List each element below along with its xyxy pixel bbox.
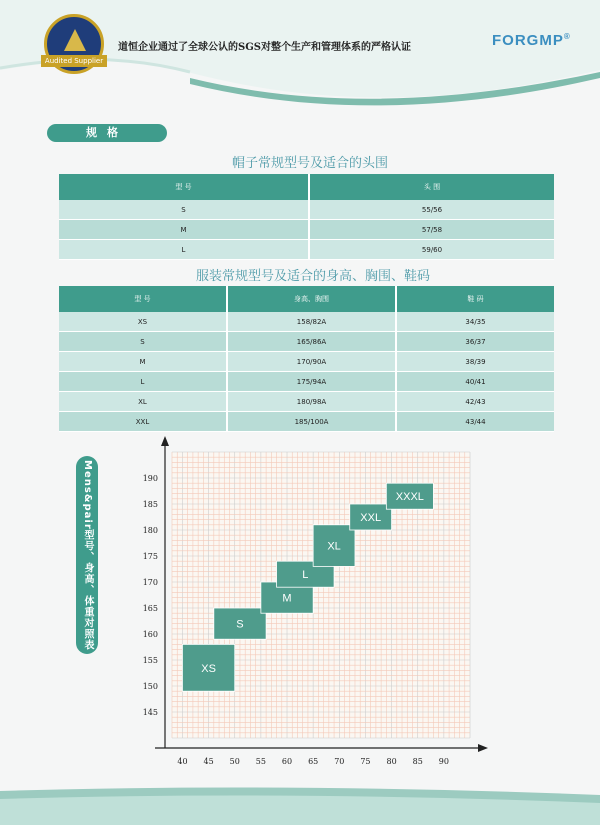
chart-side-label: Mens&pair型号、身高、体重对照表	[76, 456, 98, 654]
table-cell: 59/60	[309, 240, 554, 260]
registered-mark: ®	[563, 32, 571, 41]
table-cell: 40/41	[396, 372, 554, 392]
x-axis-arrow-icon	[478, 744, 488, 752]
table-cell: 158/82A	[227, 312, 396, 332]
x-tick-label: 70	[334, 757, 345, 766]
table-cell: 34/35	[396, 312, 554, 332]
table-cell: XL	[59, 392, 227, 412]
badge-ribbon: Audited Supplier	[41, 55, 107, 67]
y-tick-label: 180	[142, 526, 158, 535]
table-cell: 38/39	[396, 352, 554, 372]
size-box-label: XXL	[360, 512, 382, 524]
table-cell: 185/100A	[227, 412, 396, 432]
table-header-cell: 型 号	[59, 286, 227, 312]
y-tick-label: 165	[142, 604, 158, 613]
table-cell: 42/43	[396, 392, 554, 412]
x-tick-label: 60	[281, 757, 293, 766]
y-tick-label: 150	[142, 682, 158, 691]
table-cell: 180/98A	[227, 392, 396, 412]
size-box-label: XL	[327, 540, 341, 553]
x-tick-label: 80	[386, 757, 397, 766]
x-tick-label: 85	[412, 757, 423, 766]
x-tick-label: 90	[438, 757, 449, 766]
table-cell: XS	[59, 312, 227, 332]
x-tick-label: 55	[255, 757, 266, 766]
y-tick-label: 175	[142, 552, 158, 561]
brand-name: FORGMP	[492, 32, 564, 49]
table-cell: 55/56	[309, 200, 554, 220]
size-box-label: XXXL	[395, 491, 424, 504]
y-tick-label: 145	[142, 708, 158, 717]
table-cell: 165/86A	[227, 332, 396, 352]
y-tick-label: 170	[142, 578, 158, 587]
table-header-cell: 身高、胸围	[227, 286, 396, 312]
clothing-table-title: 服装常规型号及适合的身高、胸围、鞋码	[196, 269, 431, 284]
table-cell: L	[59, 372, 227, 392]
table-cell: 170/90A	[227, 352, 396, 372]
hat-table-title: 帽子常规型号及适合的头围	[232, 156, 389, 171]
table-cell: M	[59, 352, 227, 372]
table-header-cell: 型 号	[59, 174, 309, 200]
footer-wave	[0, 785, 600, 825]
table-cell: 57/58	[309, 220, 554, 240]
x-tick-label: 40	[177, 757, 188, 766]
table-cell: 175/94A	[227, 372, 396, 392]
x-tick-label: 75	[360, 757, 371, 766]
table-header-cell: 鞋 码	[396, 286, 554, 312]
table-cell: XXL	[59, 412, 227, 432]
y-tick-label: 155	[142, 656, 158, 665]
x-tick-label: 65	[308, 757, 319, 766]
table-cell: 36/37	[396, 332, 554, 352]
x-tick-label: 50	[229, 757, 240, 766]
y-tick-label: 160	[142, 630, 158, 639]
x-tick-label: 45	[203, 757, 214, 766]
y-tick-label: 185	[142, 500, 158, 509]
size-box-label: XS	[201, 662, 216, 675]
y-axis-arrow-icon	[161, 436, 169, 446]
table-cell: L	[59, 240, 309, 260]
table-cell: 43/44	[396, 412, 554, 432]
table-cell: S	[59, 332, 227, 352]
size-box-label: M	[282, 592, 292, 605]
table-cell: S	[59, 200, 309, 220]
size-box-label: S	[236, 618, 244, 631]
size-box-label: L	[302, 569, 309, 582]
header-slogan: 道恒企业通过了全球公认的SGS对整个生产和管理体系的严格认证	[118, 42, 411, 53]
y-tick-label: 190	[142, 474, 158, 483]
table-header-cell: 头 围	[309, 174, 554, 200]
table-cell: M	[59, 220, 309, 240]
section-tag-specs: 规格	[47, 124, 167, 142]
